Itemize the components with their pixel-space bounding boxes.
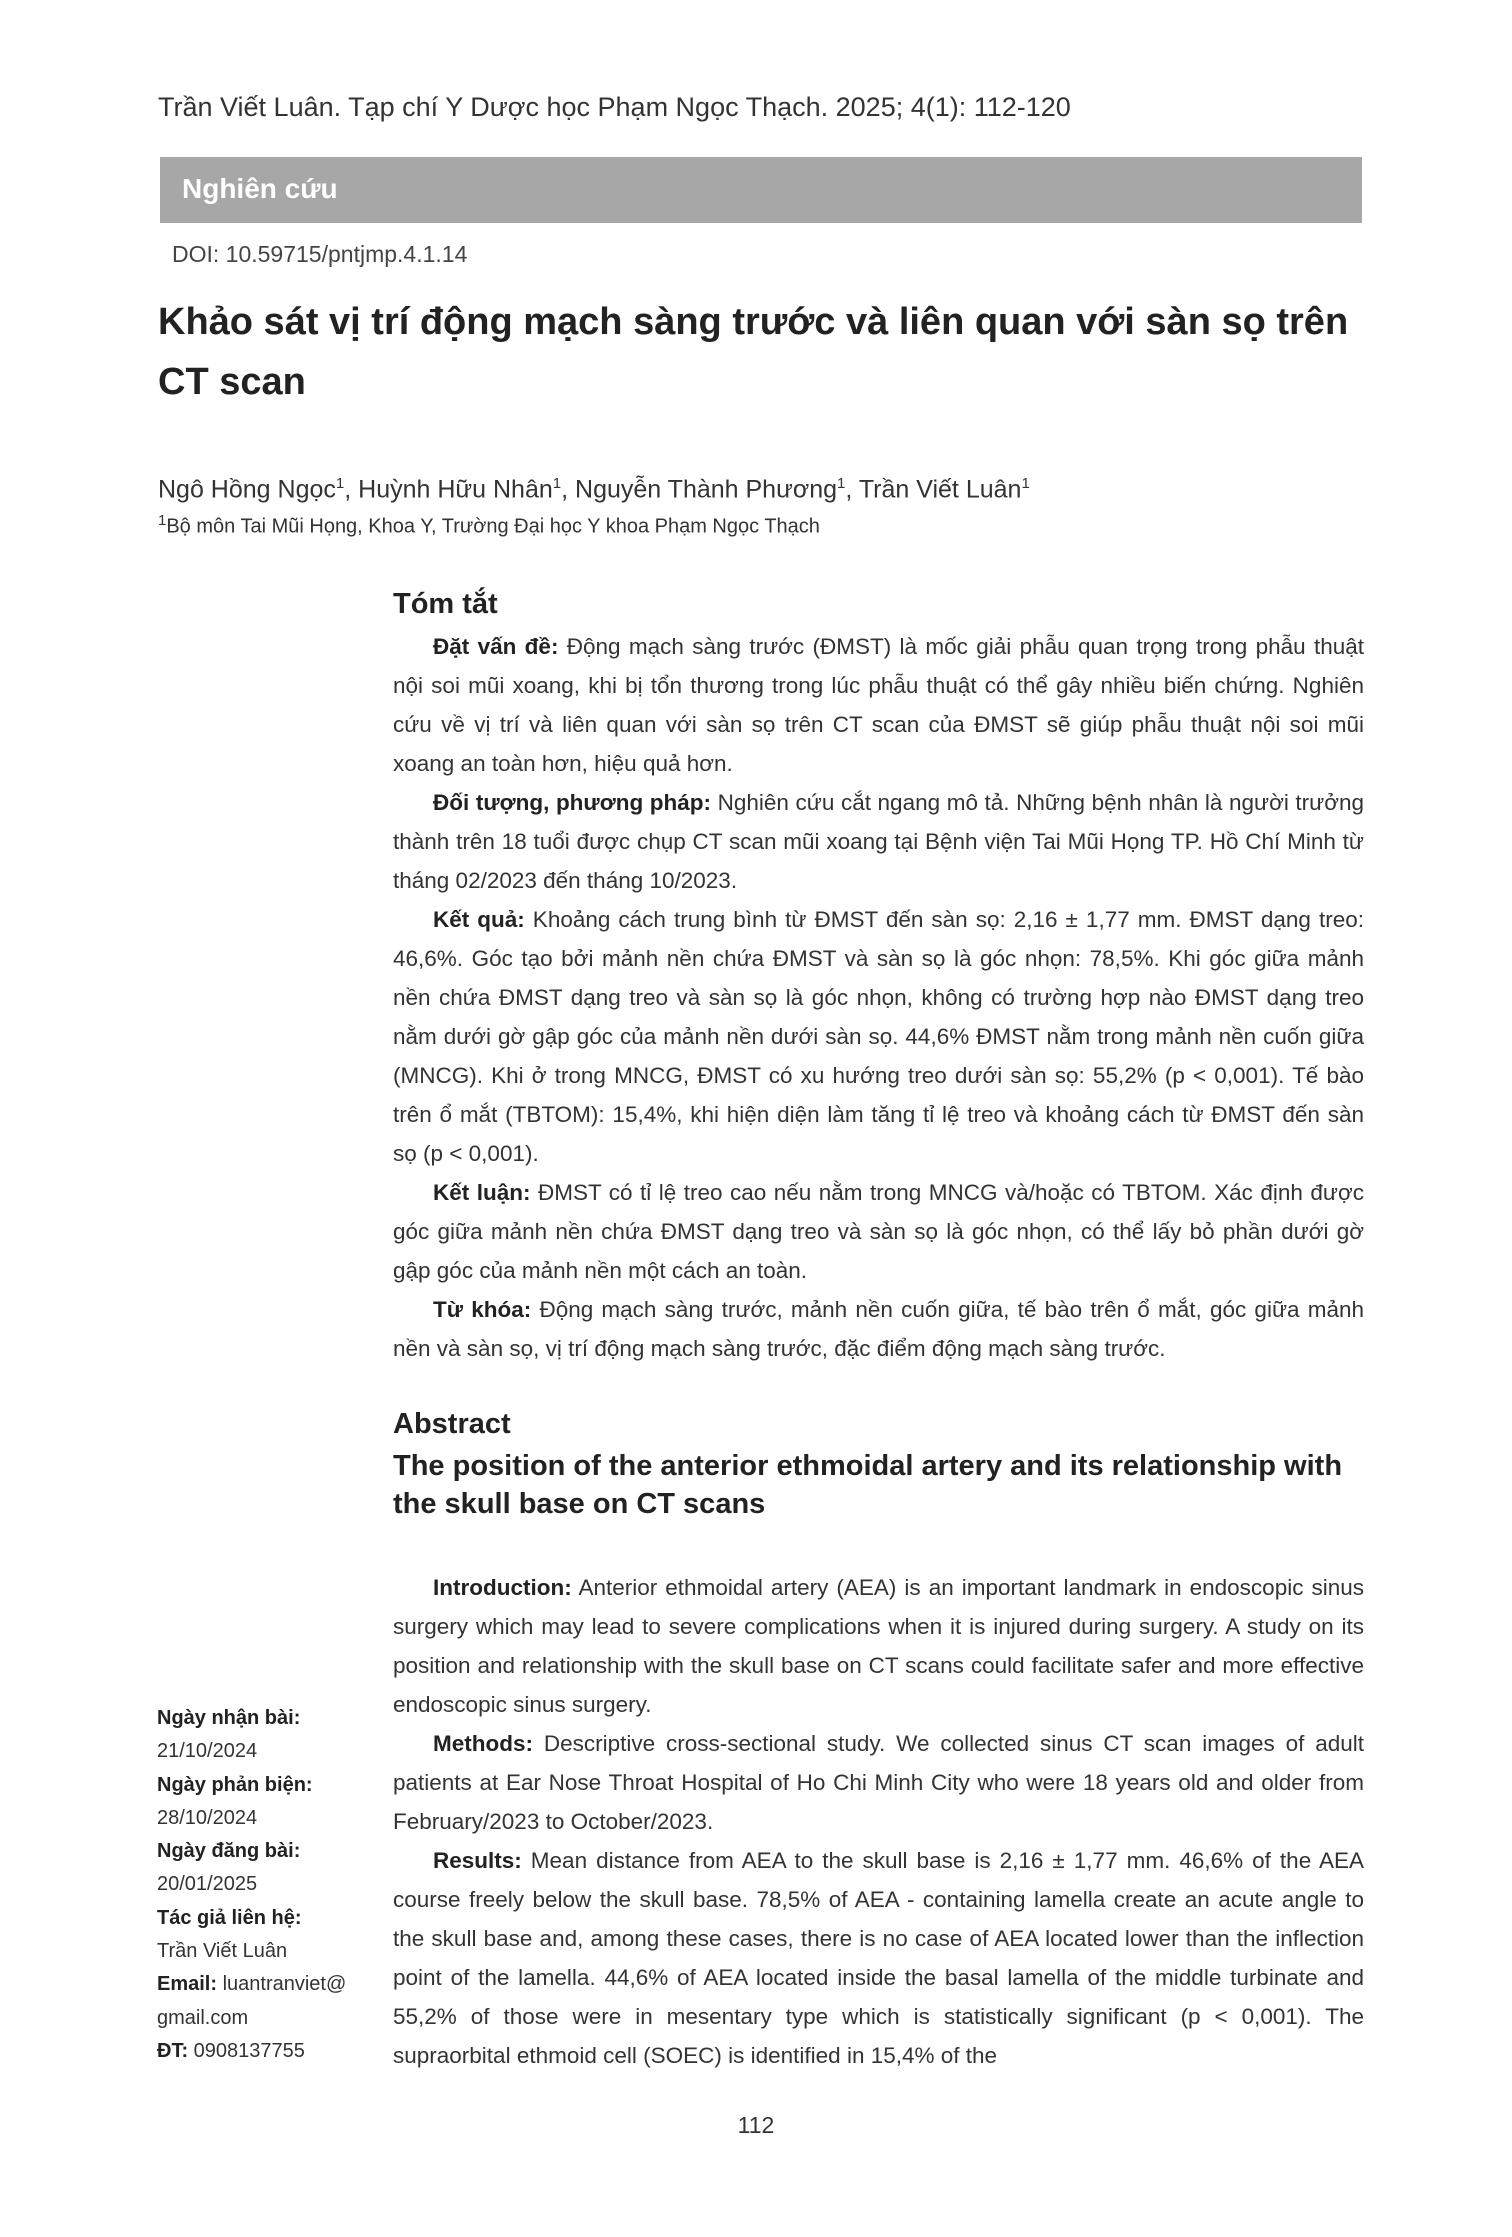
received-date: 21/10/2024 [157,1740,258,1763]
abstract-paragraph [393,1290,1364,1368]
review-date: 28/10/2024 [157,1806,258,1829]
paragraph-label: Introduction: [433,1575,572,1600]
english-abstract-title: The position of the anterior ethmoidal artery and its relationship with the skull base on CT scans [393,1450,1343,1520]
author-affiliation-marker: 1 [837,475,846,492]
paragraph-label: Từ khóa: [433,1297,532,1322]
author-separator: , [344,475,359,504]
article-info-sidebar [157,1702,372,2068]
article-title: Khảo sát vị trí động mạch sàng trước và liên quan với sàn sọ trên CT scan [158,301,1349,403]
phone-line [157,2035,372,2068]
abstract-paragraph [393,783,1364,900]
abstract-paragraph [393,900,1364,1173]
abstract-paragraph [393,627,1364,783]
phone-value: 0908137755 [188,2039,305,2062]
email-line [157,1968,372,2001]
english-abstract-body [393,1568,1364,2075]
doi: DOI: 10.59715/pntjmp.4.1.14 [172,241,468,267]
received-date-label: Ngày nhận bài: [157,1707,301,1729]
publish-date-label: Ngày đăng bài: [157,1840,301,1863]
page-number: 112 [737,2112,775,2138]
email-label: Email: [157,1973,218,1996]
citation-line: Trần Viết Luân. Tạp chí Y Dược học Phạm Ngọc Thạch. 2025; 4(1): 112-120 [158,92,1071,122]
author-list [158,475,1030,504]
paragraph-text: Nghiên cứu cắt ngang mô tả. Những bệnh nhân là người trưởng thành trên 18 tuổi được chụp CT scan mũi xoang tại Bệnh viện Tai Mũi Họng TP. Hồ Chí Minh từ tháng 02/2023 đến tháng 10/2023. [393,790,1364,893]
vietnamese-abstract-heading: Tóm tắt [393,588,498,620]
affiliation-marker: 1 [158,512,167,529]
affiliation-text: Bộ môn Tai Mũi Họng, Khoa Y, Trường Đại học Y khoa Phạm Ngọc Thạch [166,515,820,538]
author-affiliation-marker: 1 [1021,475,1030,492]
corresponding-author: Trần Viết Luân [157,1940,288,1963]
publish-date: 20/01/2025 [157,1873,258,1896]
paragraph-text: Động mạch sàng trước (ĐMST) là mốc giải phẫu quan trọng trong phẫu thuật nội soi mũi xoang, khi bị tổn thương trong lúc phẫu thuật có thể gây nhiều biến chứng. Nghiên cứu về vị trí và liên quan với sàn sọ trên CT scan của ĐMST sẽ giúp phẫu thuật nội soi mũi xoang an toàn hơn, hiệu quả hơn. [393,634,1364,776]
email-value-cont[interactable]: gmail.com [157,2006,249,2029]
section-label: Nghiên cứu [182,173,338,204]
paragraph-label: Methods: [433,1731,533,1756]
author-affiliation-marker: 1 [335,475,345,492]
abstract-paragraph [393,1724,1364,1841]
author-name: Huỳnh Hữu Nhân [358,475,553,504]
paragraph-label: Đối tượng, phương pháp: [433,790,712,815]
author-name: Nguyễn Thành Phương [575,475,838,504]
author-separator: , [561,475,576,504]
affiliation [158,512,820,539]
paragraph-text: Khoảng cách trung bình từ ĐMST đến sàn sọ: 2,16 ± 1,77 mm. ĐMST dạng treo: 46,6%. Góc tạo bởi mảnh nền chứa ĐMST và sàn sọ là góc nhọn: 78,5%. Khi góc giữa mảnh nền chứa ĐMST dạng treo và sàn sọ là góc nhọn, không có trường hợp nào ĐMST dạng treo nằm dưới gờ gập góc của mảnh nền dưới sàn sọ. 44,6% ĐMST nằm trong mảnh nền cuốn giữa (MNCG). Khi ở trong MNCG, ĐMST có xu hướng treo dưới sàn sọ: 55,2% (p < 0,001). Tế bào trên ổ mắt (TBTOM): 15,4%, khi hiện diện làm tăng tỉ lệ treo và khoảng cách từ ĐMST đến sàn sọ (p < 0,001). [393,907,1364,1166]
phone-label: ĐT: [157,2039,189,2062]
review-date-label: Ngày phản biện: [157,1773,313,1796]
section-banner [160,157,1362,223]
paragraph-label: Kết luận: [433,1180,531,1205]
abstract-paragraph [393,1173,1364,1290]
vietnamese-abstract-body [393,627,1364,1368]
author-separator: , [845,475,859,504]
paragraph-text: ĐMST có tỉ lệ treo cao nếu nằm trong MNCG và/hoặc có TBTOM. Xác định được góc giữa mảnh nền chứa ĐMST dạng treo và sàn sọ là góc nhọn, có thể lấy bỏ phần dưới gờ gập góc của mảnh nền một cách an toàn. [393,1180,1364,1283]
paragraph-label: Results: [433,1848,522,1873]
english-abstract-heading: Abstract [393,1408,511,1440]
paragraph-label: Kết quả: [433,907,525,932]
email-value[interactable]: luantranviet@ [217,1973,347,1996]
paragraph-label: Đặt vấn đề: [433,634,559,659]
abstract-paragraph [393,1841,1364,2075]
paragraph-text: Anterior ethmoidal artery (AEA) is an important landmark in endoscopic sinus surgery which may lead to severe complications when it is injured during surgery. A study on its position and relationship with the skull base on CT scans could facilitate safer and more effective endoscopic sinus surgery. [393,1575,1364,1717]
author-name: Ngô Hồng Ngọc [158,475,336,504]
author-name: Trần Viết Luân [858,475,1022,504]
paragraph-text: Mean distance from AEA to the skull base is 2,16 ± 1,77 mm. 46,6% of the AEA course freely below the skull base. 78,5% of AEA - containing lamella create an acute angle to the skull base and, among these cases, there is no case of AEA located lower than the inflection point of the lamella. 44,6% of AEA located inside the basal lamella of the middle turbinate and 55,2% of those were in mesentary type which is statistically significant (p < 0,001). The supraorbital ethmoid cell (SOEC) is identified in 15,4% of the [393,1848,1364,2068]
corresponding-author-label: Tác giả liên hệ: [157,1906,302,1929]
paragraph-text: Động mạch sàng trước, mảnh nền cuốn giữa, tế bào trên ổ mắt, góc giữa mảnh nền và sàn sọ, vị trí động mạch sàng trước, đặc điểm động mạch sàng trước. [393,1297,1364,1361]
author-affiliation-marker: 1 [552,475,562,492]
abstract-paragraph [393,1568,1364,1724]
paragraph-text: Descriptive cross-sectional study. We collected sinus CT scan images of adult patients at Ear Nose Throat Hospital of Ho Chi Minh City who were 18 years old and older from February/2023 to October/2023. [393,1731,1364,1834]
